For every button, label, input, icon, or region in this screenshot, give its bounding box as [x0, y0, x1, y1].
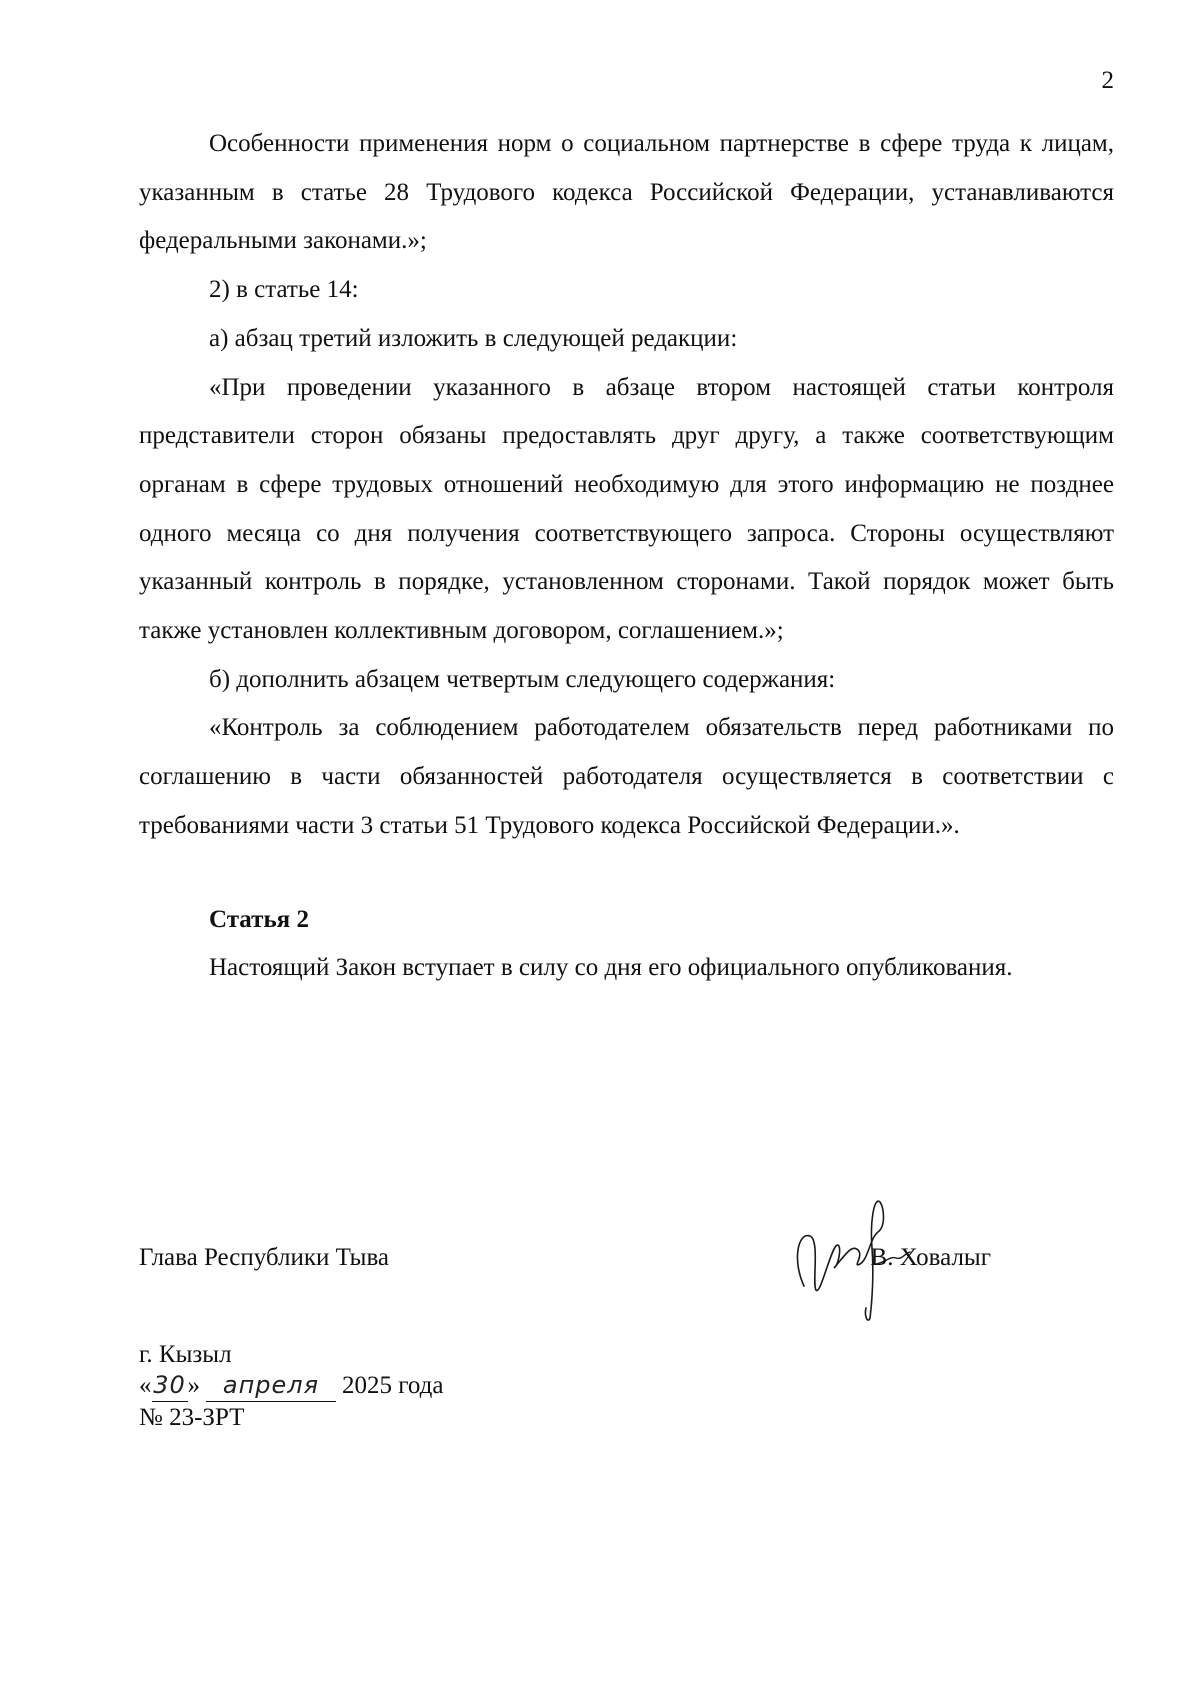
- article-text: Настоящий Закон вступает в силу со дня его официального опубликования.: [209, 954, 1013, 982]
- paragraph: «При проведении указанного в абзаце втором настоящей статьи контроля представители сторон обязаны предоставлять друг другу, а также соответствующим органам в сфере трудовых отношений необходимую для этого информацию не позднее одного месяца со дня получения соответствующего запроса. Стороны осуществляют указанный контроль в порядке, установленном сторонами. Такой порядок может быть также установлен коллективным договором, соглашением.»;: [139, 373, 1114, 645]
- quote-close: »: [187, 1372, 200, 1399]
- paragraph: б) дополнить абзацем четвертым следующего содержания:: [209, 665, 836, 693]
- document-footer: [139, 1339, 443, 1433]
- city-line: г. Кызыл: [139, 1341, 232, 1368]
- signatory-name: В. Ховалыг: [870, 1244, 991, 1271]
- document-body: [139, 120, 1114, 993]
- paragraph: Особенности применения норм о социальном партнерстве в сфере труда к лицам, указанным в статье 28 Трудового кодекса Российской Федерации, устанавливаются федеральными законами.»;: [139, 130, 1114, 255]
- quote-open: «: [139, 1372, 152, 1399]
- law-number: № 23-ЗРТ: [139, 1404, 245, 1431]
- handwritten-day: 30: [152, 1370, 188, 1402]
- article-heading: Статья 2: [209, 905, 309, 933]
- page-number: 2: [1101, 67, 1114, 94]
- date-line: [139, 1370, 443, 1402]
- paragraph: 2) в статье 14:: [209, 276, 359, 304]
- signature-block: [139, 1220, 1114, 1300]
- signatory-title: Глава Республики Тыва: [139, 1244, 390, 1271]
- paragraph: «Контроль за соблюдением работодателем обязательств перед работниками по соглашению в части обязанностей работодателя осуществляется в соответствии с требованиями части 3 статьи 51 Трудового кодекса Российской Федерации.».: [139, 714, 1114, 839]
- handwritten-month: апреля: [206, 1370, 336, 1402]
- year-text: 2025 года: [342, 1372, 444, 1399]
- paragraph: а) абзац третий изложить в следующей редакции:: [209, 324, 738, 352]
